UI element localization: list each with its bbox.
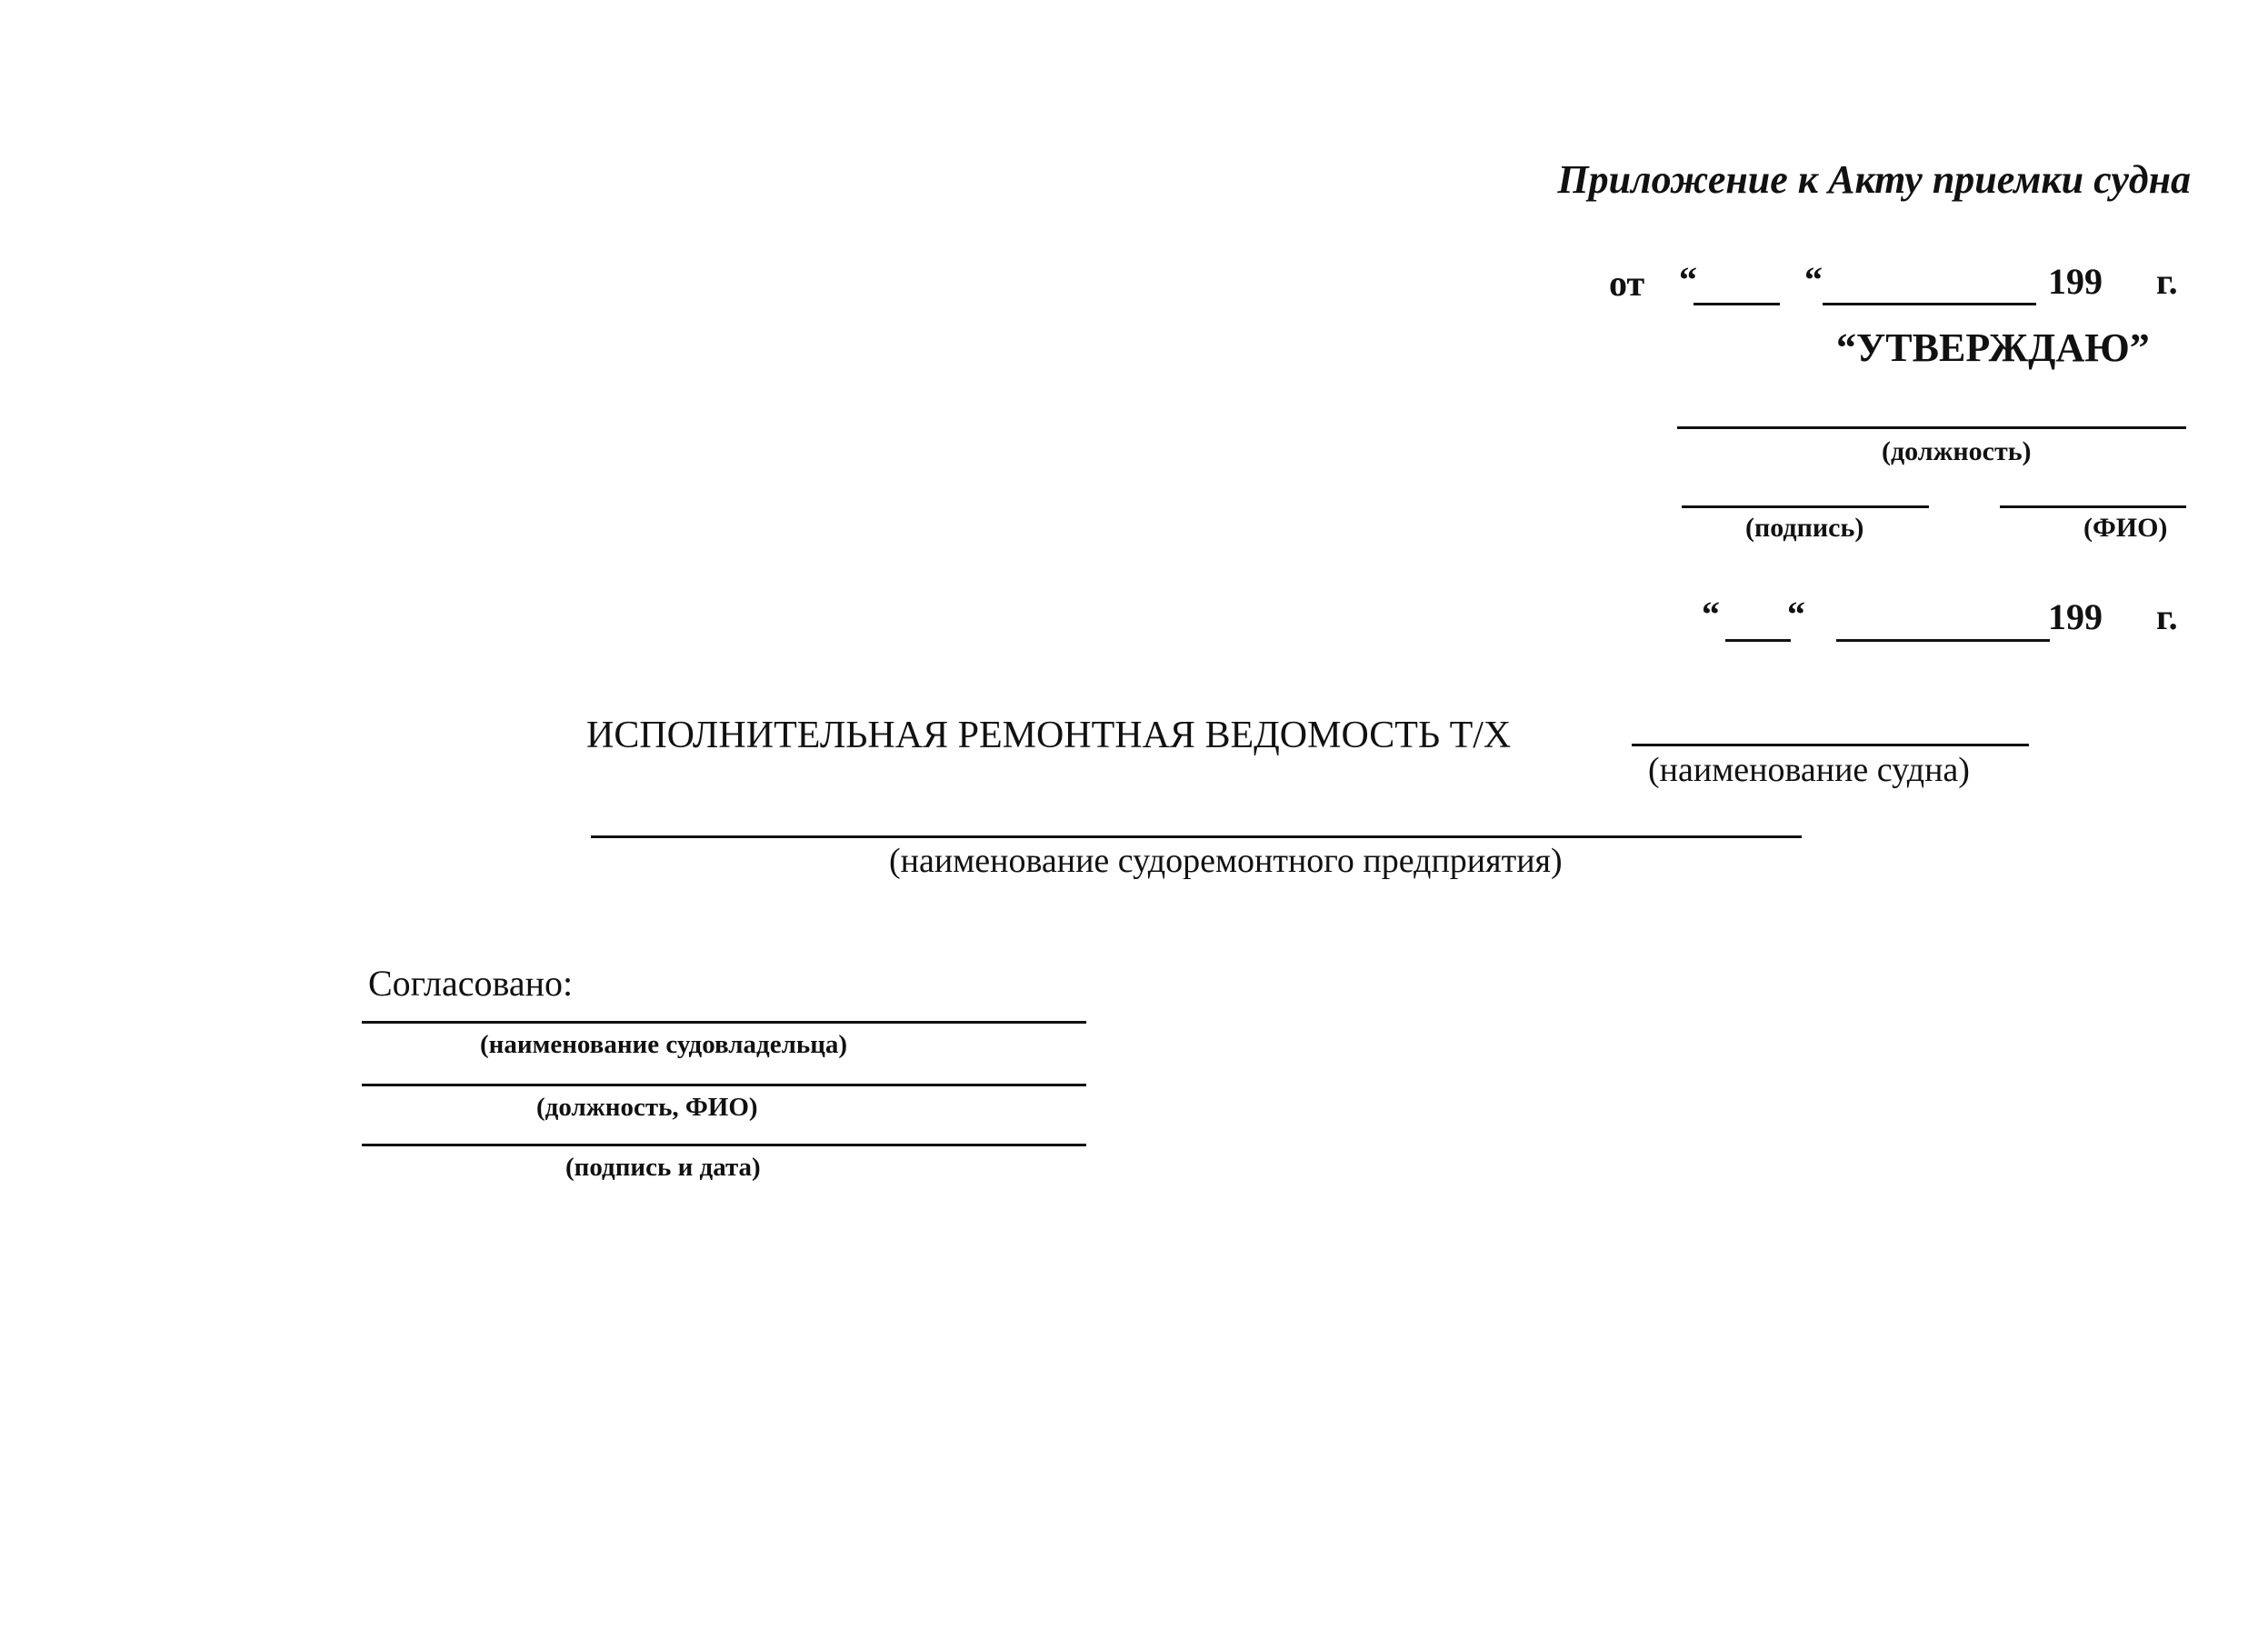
document-title: ИСПОЛНИТЕЛЬНАЯ РЕМОНТНАЯ ВЕДОМОСТЬ Т/Х: [586, 715, 1512, 756]
approval-date-year-suffix: г.: [2156, 596, 2178, 637]
ship-name-line: [1632, 744, 2029, 746]
owner-line: [362, 1021, 1086, 1024]
agreement-title: Согласовано:: [368, 963, 574, 1004]
approval-name-line: [2000, 505, 2186, 508]
position-name-line: [362, 1084, 1086, 1086]
position-name-caption: (должность, ФИО): [536, 1093, 758, 1122]
enterprise-caption: (наименование судоремонтного предприятия): [889, 842, 1563, 880]
approval-position-caption: (должность): [1882, 436, 2032, 466]
date-close-quote: “: [1804, 259, 1823, 300]
approval-position-line: [1677, 426, 2186, 429]
signature-date-line: [362, 1144, 1086, 1146]
approval-name-caption: (ФИО): [2083, 513, 2168, 543]
date-year-suffix: г.: [2156, 261, 2178, 302]
approval-date-year: 199: [2048, 596, 2103, 637]
date-prefix: от: [1609, 263, 1645, 304]
appendix-title: Приложение к Акту приемки судна: [1557, 157, 2191, 202]
date-year: 199: [2048, 261, 2103, 302]
approval-signature-caption: (подпись): [1745, 513, 1864, 543]
ship-name-caption: (наименование судна): [1648, 751, 1970, 789]
approval-date-month-blank: [1836, 639, 2050, 642]
approval-signature-line: [1682, 505, 1929, 508]
owner-caption: (наименование судовладельца): [480, 1030, 848, 1059]
date-month-blank: [1823, 303, 2036, 305]
date-open-quote: “: [1679, 259, 1697, 300]
signature-date-caption: (подпись и дата): [565, 1153, 761, 1182]
approval-date-open-quote: “: [1702, 594, 1720, 635]
approval-date-day-blank: [1725, 639, 1791, 642]
enterprise-line: [591, 835, 1802, 838]
date-day-blank: [1694, 303, 1780, 305]
approval-title: “УТВЕРЖДАЮ”: [1836, 325, 2150, 370]
approval-date-close-quote: “: [1787, 594, 1805, 635]
